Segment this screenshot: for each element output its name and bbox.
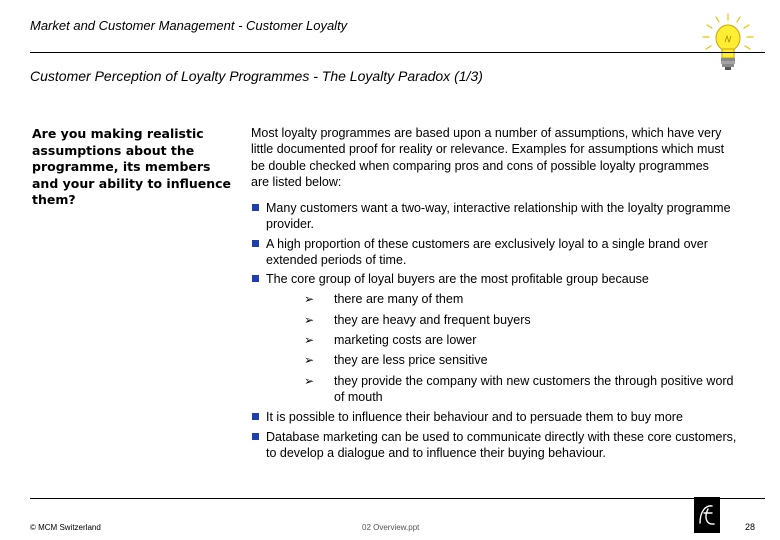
square-bullet-icon xyxy=(252,413,259,420)
intro-paragraph: Most loyalty programmes are based upon a number of assumptions, which have very little documented proof for reality or relevance. Examples for assumptions which must be double checked when comparing pros and cons of possible loyalty programmes are listed below: xyxy=(251,126,725,189)
sub-list-item-text: they are heavy and frequent buyers xyxy=(334,312,531,327)
sub-list-item xyxy=(266,373,741,406)
sub-list-item-text: marketing costs are lower xyxy=(334,333,477,348)
copyright-text: © MCM Switzerland xyxy=(30,523,101,532)
page-number: 28 xyxy=(745,522,756,532)
square-bullet-icon xyxy=(252,275,259,282)
square-bullet-icon xyxy=(252,240,259,247)
list-item-text: It is possible to influence their behaviour and to persuade them to buy more xyxy=(266,410,683,425)
sub-list-item-text: there are many of them xyxy=(334,292,464,307)
list-item xyxy=(251,429,741,462)
square-bullet-icon xyxy=(252,433,259,440)
arrow-bullet-icon: ➢ xyxy=(304,353,315,368)
square-bullet-icon xyxy=(252,204,259,211)
arrow-bullet-icon: ➢ xyxy=(304,333,315,348)
arrow-bullet-icon: ➢ xyxy=(304,292,315,307)
sub-list-item-text: they are less price sensitive xyxy=(334,353,488,368)
list-item xyxy=(251,409,741,425)
page-title: Customer Perception of Loyalty Programmes - The Loyalty Paradox (1/3) xyxy=(30,68,483,84)
arrow-bullet-icon: ➢ xyxy=(304,373,315,388)
sub-list-item xyxy=(266,332,741,348)
arrow-bullet-icon: ➢ xyxy=(304,312,315,327)
key-question: Are you making realistic assumptions about the programme, its members and your ability to influence them? xyxy=(32,126,232,207)
lightbulb-icon xyxy=(700,12,756,74)
list-item xyxy=(251,236,741,269)
list-item-text: Database marketing can be used to communicate directly with these core customers, to develop a dialogue and to influence their buying behaviour. xyxy=(266,429,737,460)
section-title: Market and Customer Management - Customer Loyalty xyxy=(30,18,348,33)
reason-sublist xyxy=(266,291,741,405)
list-item-text: A high proportion of these customers are exclusively loyal to a single brand over extended periods of time. xyxy=(266,236,708,267)
sub-list-item-text: they provide the company with new customers the through positive word of mouth xyxy=(334,373,734,404)
sub-list-item xyxy=(266,291,741,307)
assumption-list xyxy=(251,200,741,464)
file-name: 02 Overview.ppt xyxy=(362,523,420,532)
list-item-text: Many customers want a two-way, interactive relationship with the loyalty programme provider. xyxy=(266,201,731,232)
footer-divider xyxy=(30,498,765,499)
list-item xyxy=(251,200,741,233)
sub-list-item xyxy=(266,352,741,368)
mcm-logo xyxy=(694,497,720,533)
header-divider xyxy=(30,52,765,53)
list-item xyxy=(251,271,741,405)
list-item-text: The core group of loyal buyers are the most profitable group because xyxy=(266,272,649,287)
sub-list-item xyxy=(266,312,741,328)
